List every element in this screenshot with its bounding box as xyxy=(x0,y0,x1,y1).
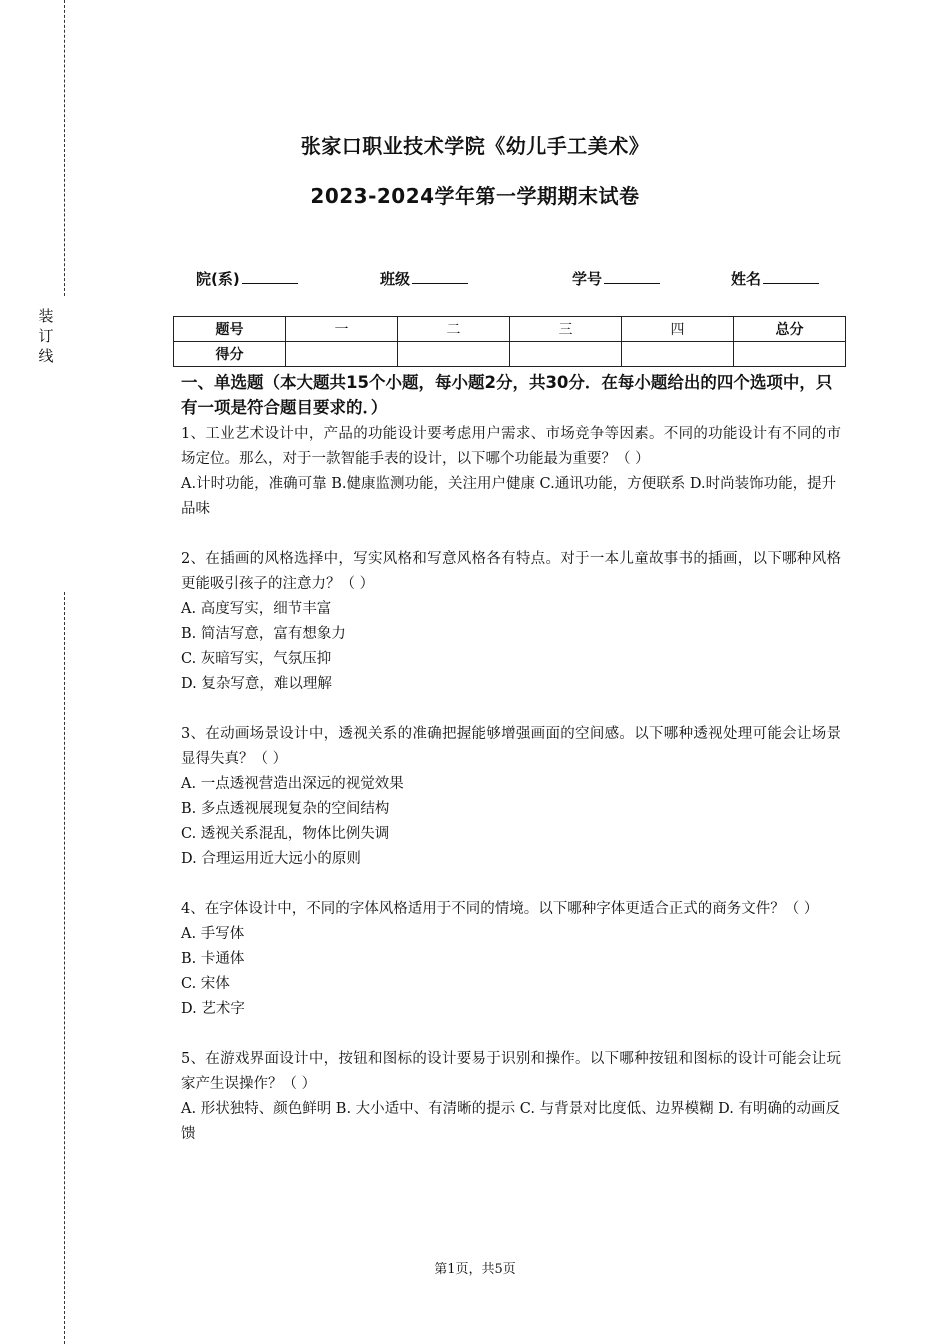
question-stem: 4、在字体设计中，不同的字体风格适用于不同的情境。以下哪种字体更适合正式的商务文件？（ ） xyxy=(181,901,819,917)
score-cell[interactable] xyxy=(622,342,734,367)
question-stem: 5、在游戏界面设计中，按钮和图标的设计要易于识别和操作。以下哪种按钮和图标的设计可能会让玩家产生误操作？（ ） xyxy=(181,1051,841,1092)
binding-dashed-line-bottom xyxy=(64,592,65,1344)
question-option: C. 灰暗写实，气氛压抑 xyxy=(181,651,332,667)
student-id-blank[interactable] xyxy=(604,269,660,284)
question-stem: 3、在动画场景设计中，透视关系的准确把握能够增强画面的空间感。以下哪种透视处理可能会让场景显得失真？（ ） xyxy=(181,726,841,767)
score-cell[interactable] xyxy=(510,342,622,367)
exam-content xyxy=(181,370,841,1172)
section-heading: 一、单选题（本大题共15个小题，每小题2分，共30分．在每小题给出的四个选项中，只有一项是符合题目要求的．） xyxy=(181,373,833,417)
question-option: C. 透视关系混乱，物体比例失调 xyxy=(181,826,390,842)
question-option: D. 复杂写意，难以理解 xyxy=(181,676,332,692)
question-1 xyxy=(181,422,841,522)
exam-title: 张家口职业技术学院《幼儿手工美术》 xyxy=(300,134,650,158)
student-id-label: 学号 xyxy=(572,270,603,288)
score-cell[interactable] xyxy=(734,342,846,367)
score-table-header-cell: 四 xyxy=(622,317,734,342)
name-label: 姓名 xyxy=(731,270,762,288)
score-table-header-cell: 二 xyxy=(398,317,510,342)
student-info-row xyxy=(0,268,950,294)
binding-label-char: 装 xyxy=(38,307,54,325)
question-5 xyxy=(181,1047,841,1147)
question-2 xyxy=(181,547,841,697)
page-number: 第1页，共5页 xyxy=(434,1262,516,1277)
question-option: A. 一点透视营造出深远的视觉效果 xyxy=(181,776,404,792)
score-table-header-cell: 总分 xyxy=(734,317,846,342)
binding-label-char: 线 xyxy=(38,347,54,365)
dept-field xyxy=(196,268,298,289)
class-field xyxy=(380,268,468,289)
question-option: B. 简洁写意，富有想象力 xyxy=(181,626,346,642)
score-table xyxy=(173,316,846,367)
score-row-label: 得分 xyxy=(174,342,286,367)
score-table-header-cell: 题号 xyxy=(174,317,286,342)
question-4 xyxy=(181,897,841,1022)
name-blank[interactable] xyxy=(763,269,819,284)
score-table-header-cell: 一 xyxy=(286,317,398,342)
question-option: D. 艺术字 xyxy=(181,1001,245,1017)
binding-label xyxy=(36,306,56,366)
question-option: B. 卡通体 xyxy=(181,951,245,967)
question-option: A. 高度写实，细节丰富 xyxy=(181,601,332,617)
question-stem: 2、在插画的风格选择中，写实风格和写意风格各有特点。对于一本儿童故事书的插画，以下哪种风格更能吸引孩子的注意力？（ ） xyxy=(181,551,841,592)
score-table-header-cell: 三 xyxy=(510,317,622,342)
student-id-field xyxy=(572,268,660,289)
class-blank[interactable] xyxy=(412,269,468,284)
score-cell[interactable] xyxy=(398,342,510,367)
name-field xyxy=(731,268,819,289)
dept-label: 院(系) xyxy=(196,270,240,288)
score-cell[interactable] xyxy=(286,342,398,367)
class-label: 班级 xyxy=(380,270,411,288)
question-option: C. 宋体 xyxy=(181,976,230,992)
question-3 xyxy=(181,722,841,872)
binding-label-char: 订 xyxy=(38,327,54,345)
dept-blank[interactable] xyxy=(242,269,298,284)
question-options-inline: A.计时功能，准确可靠 B.健康监测功能，关注用户健康 C.通讯功能，方便联系 D.时尚装饰功能，提升品味 xyxy=(181,476,837,517)
score-table-header-row xyxy=(174,317,846,342)
question-option: B. 多点透视展现复杂的空间结构 xyxy=(181,801,390,817)
score-table-score-row xyxy=(174,342,846,367)
question-options-inline: A. 形状独特、颜色鲜明 B. 大小适中、有清晰的提示 C. 与背景对比度低、边界模糊 D. 有明确的动画反馈 xyxy=(181,1101,841,1142)
question-option: A. 手写体 xyxy=(181,926,245,942)
question-stem: 1、工业艺术设计中，产品的功能设计要考虑用户需求、市场竞争等因素。不同的功能设计有不同的市场定位。那么，对于一款智能手表的设计，以下哪个功能最为重要？（ ） xyxy=(181,426,841,467)
exam-subtitle: 2023-2024学年第一学期期末试卷 xyxy=(310,184,640,208)
question-option: D. 合理运用近大远小的原则 xyxy=(181,851,361,867)
